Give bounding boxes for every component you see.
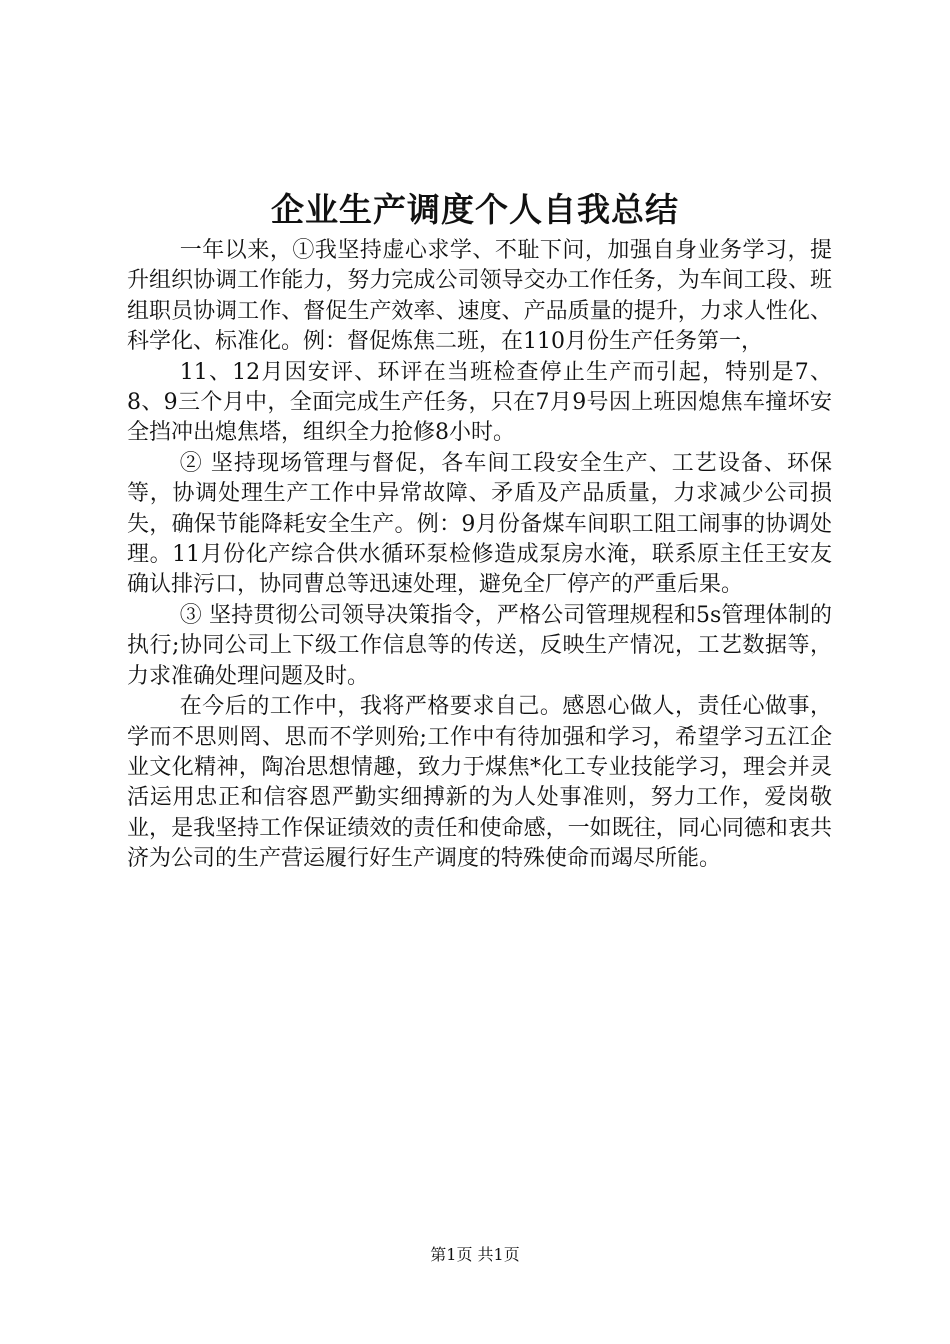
paragraph-2: 11、12月因安评、环评在当班检查停止生产而引起，特别是7、8、9三个月中，全面完成生产任务，只在7月9号因上班因熄焦车撞坏安全挡冲出熄焦塔，组织全力抢修8小时。 bbox=[127, 359, 832, 446]
page-title: 企业生产调度个人自我总结 bbox=[271, 190, 679, 229]
page-number-footer: 第1页 共1页 bbox=[430, 1245, 520, 1264]
paragraph-3: ② 坚持现场管理与督促，各车间工段安全生产、工艺设备、环保等，协调处理生产工作中异常故障、矛盾及产品质量，力求减少公司损失，确保节能降耗安全生产。例：9月份备煤车间职工阻工闹事的协调处理。11月份化产综合供水循环泵检修造成泵房水淹，联系原主任王安友确认排污口，协同曹总等迅速处理，避免全厂停产的严重后果。 bbox=[127, 450, 832, 598]
paragraph-5: 在今后的工作中，我将严格要求自己。感恩心做人，责任心做事，学而不思则罔、思而不学则殆;工作中有待加强和学习，希望学习五江企业文化精神，陶冶思想情趣，致力于煤焦*化工专业技能学习，理会并灵活运用忠正和信容恩严勤实细搏新的为人处事准则，努力工作，爱岗敬业，是我坚持工作保证绩效的责任和使命感，一如既往，同心同德和衷共济为公司的生产营运履行好生产调度的特殊使命而竭尽所能。 bbox=[127, 694, 832, 872]
document-body bbox=[127, 236, 832, 875]
paragraph-1: 一年以来，①我坚持虚心求学、不耻下问，加强自身业务学习，提升组织协调工作能力，努力完成公司领导交办工作任务，为车间工段、班组职员协调工作、督促生产效率、速度、产品质量的提升，力求人性化、科学化、标准化。例：督促炼焦二班，在110月份生产任务第一， bbox=[127, 238, 832, 355]
paragraph-4: ③ 坚持贯彻公司领导决策指令，严格公司管理规程和5s管理体制的执行;协同公司上下级工作信息等的传送，反映生产情况，工艺数据等，力求准确处理问题及时。 bbox=[127, 602, 832, 689]
